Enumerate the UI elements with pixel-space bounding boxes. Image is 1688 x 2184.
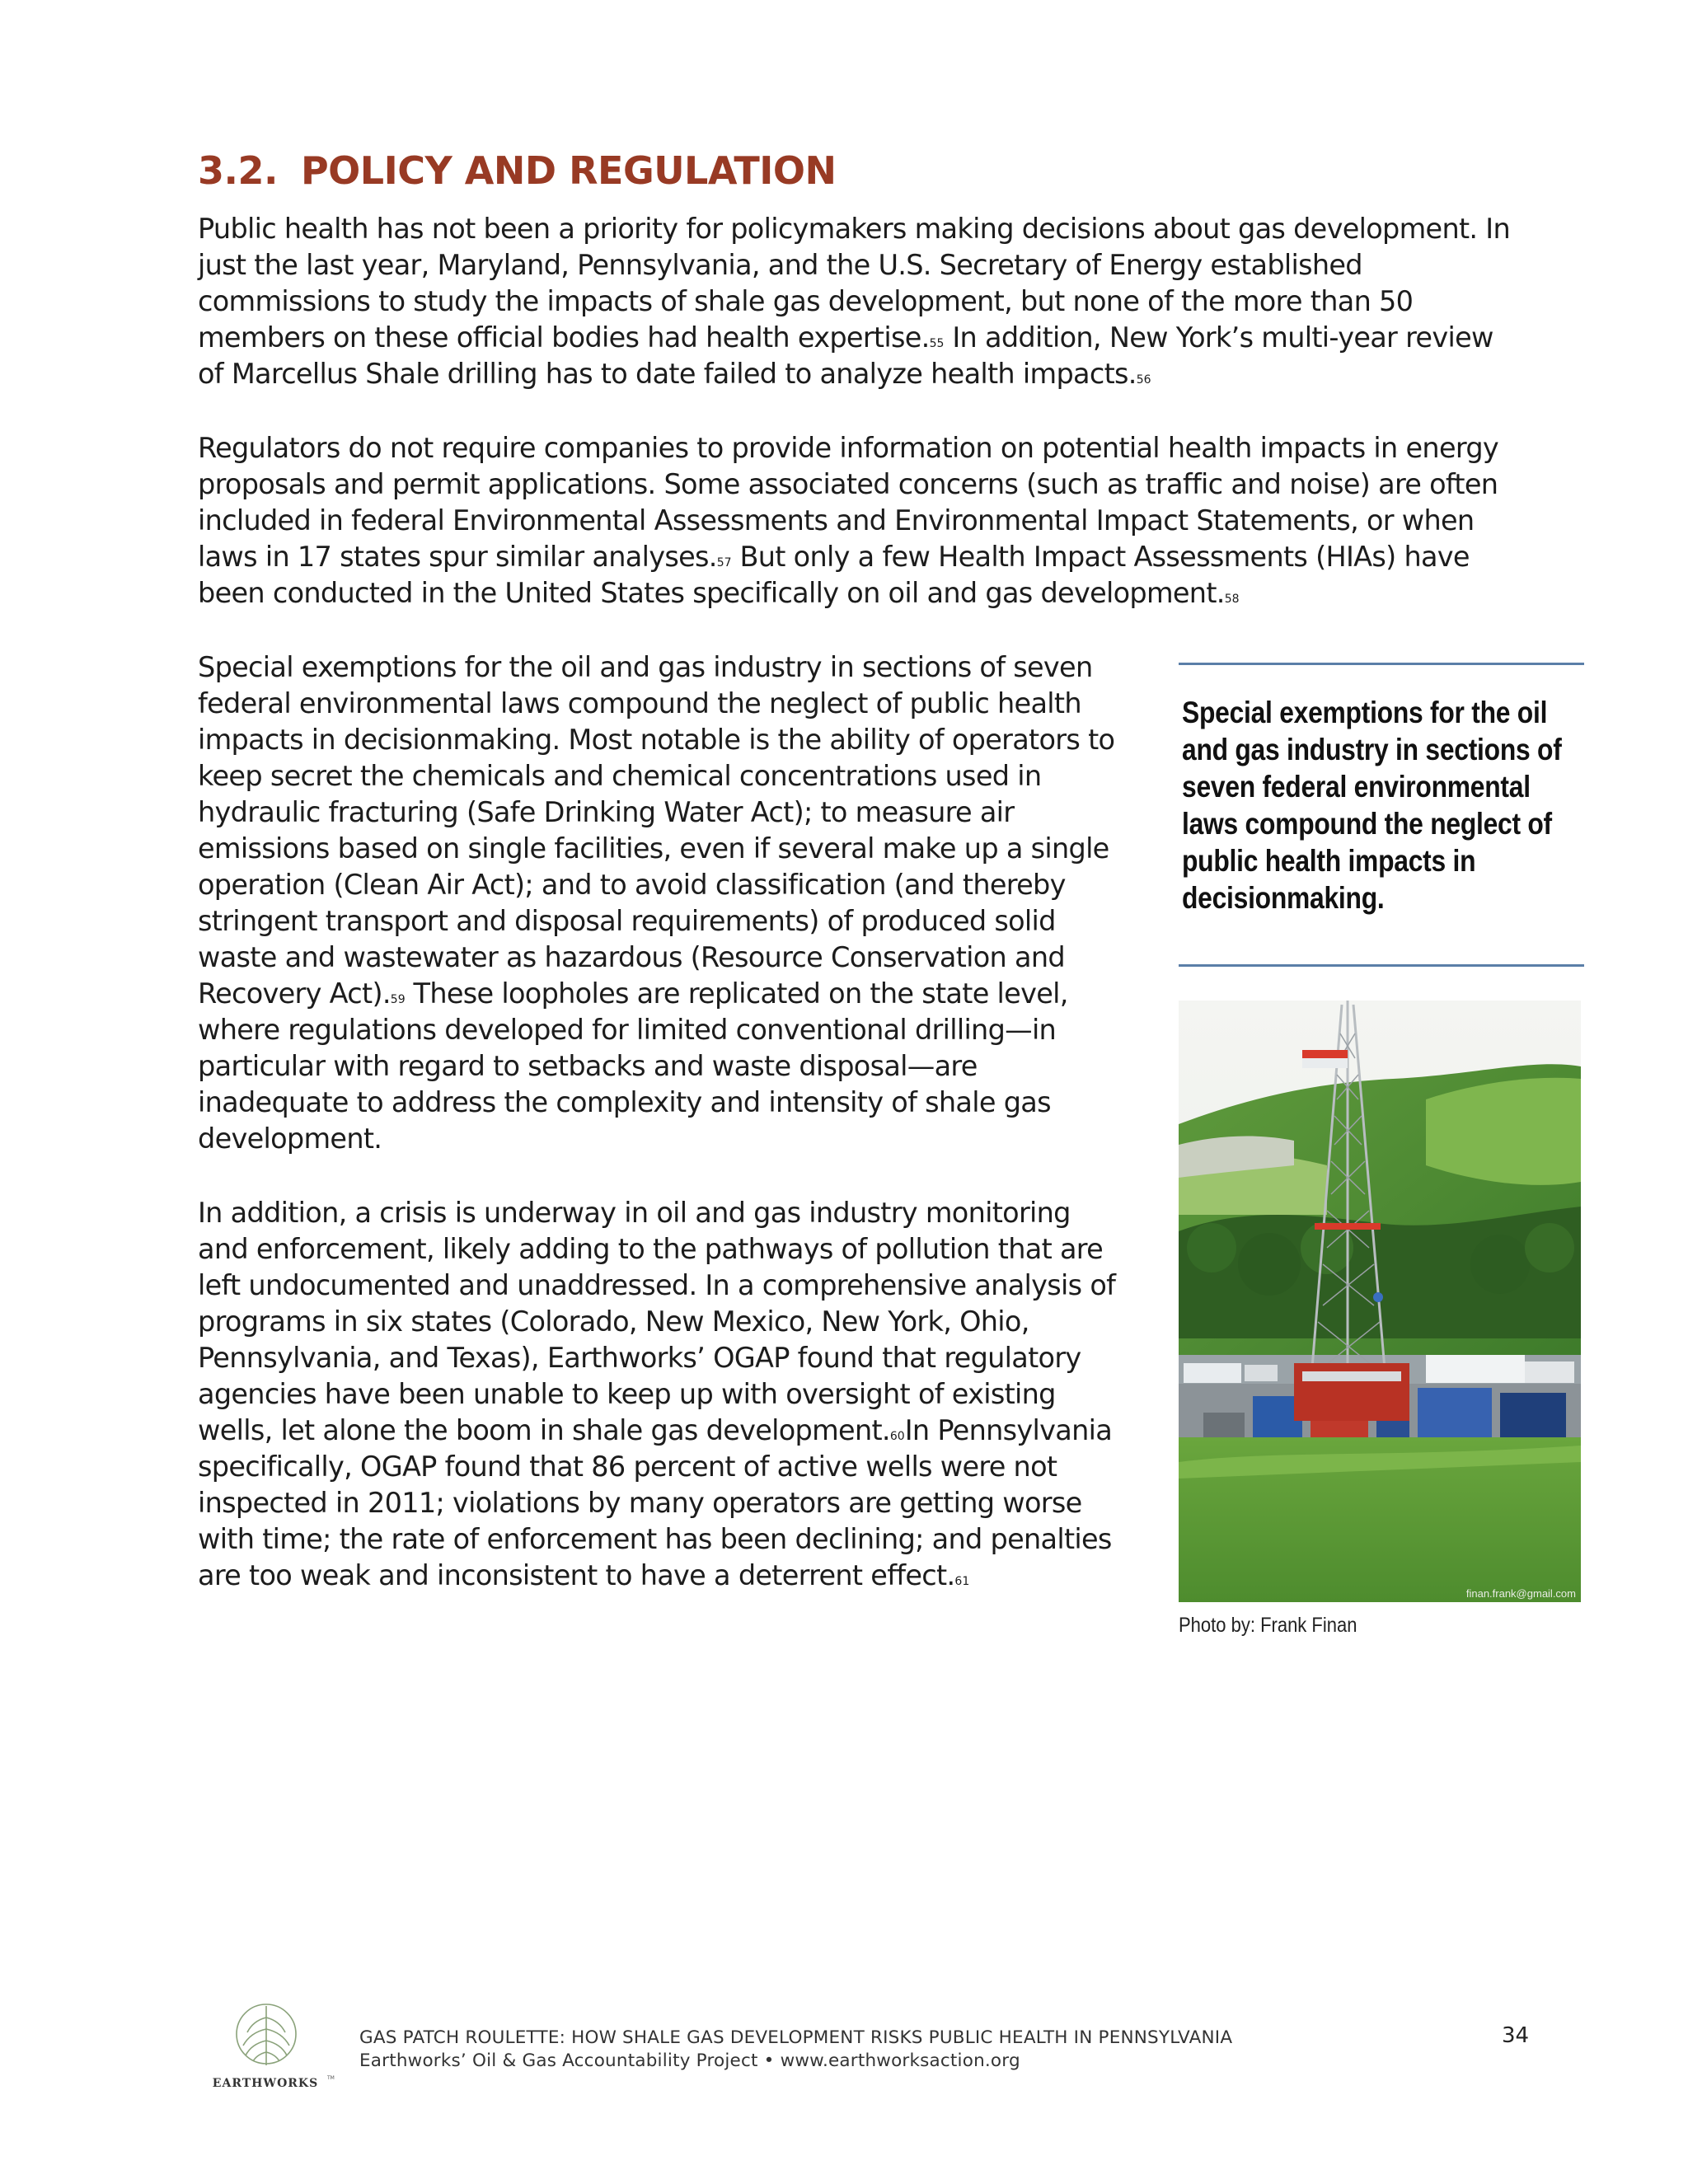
text-line (198, 575, 1498, 612)
text-line: federal environmental laws compound the neglect of public health (198, 687, 1081, 719)
text-line: keep secret the chemicals and chemical concentrations used in (198, 760, 1042, 792)
footnote-ref-60: 60 (889, 1430, 905, 1443)
drilling-rig-photo (1179, 1001, 1581, 1602)
pull-quote (1182, 694, 1562, 916)
footnote-ref-56: 56 (1136, 373, 1151, 387)
text-line: just the last year, Maryland, Pennsylvania, and the U.S. Secretary of Energy established (198, 249, 1362, 281)
pull-quote-line: Special exemptions for the oil (1182, 696, 1548, 729)
text-line: hydraulic fracturing (Safe Drinking Water Act); to measure air (198, 796, 1015, 828)
photo-credit: Photo by: Frank Finan (1179, 1614, 1357, 1637)
logo-wordmark: EARTHWORKS (212, 2077, 319, 2090)
pull-quote-line: public health impacts in (1182, 844, 1476, 878)
text-line: emissions based on single facilities, even if several make up a single (198, 832, 1109, 865)
pull-quote-bottom-rule (1179, 964, 1584, 967)
footnote-ref-55: 55 (929, 337, 945, 350)
text-fragment: Recovery Act). (198, 977, 391, 1010)
paragraph-1 (198, 211, 1510, 392)
text-line: In addition, a crisis is underway in oil and gas industry monitoring (198, 1197, 1071, 1229)
text-fragment: In Pennsylvania (904, 1414, 1113, 1446)
text-line: operation (Clean Air Act); and to avoid classification (and thereby (198, 869, 1066, 901)
section-number: 3.2. (198, 148, 278, 193)
text-line (198, 320, 1510, 356)
text-line: inadequate to address the complexity and intensity of shale gas (198, 1086, 1051, 1118)
footer-subtitle: Earthworks’ Oil & Gas Accountability Project • www.earthworksaction.org (359, 2050, 1020, 2071)
text-line (198, 539, 1498, 575)
text-fragment: These loopholes are replicated on the state level, (405, 977, 1068, 1010)
text-line: Public health has not been a priority for policymakers making decisions about gas development. In (198, 213, 1511, 245)
pull-quote-line: decisionmaking. (1182, 881, 1385, 915)
text-line: Special exemptions for the oil and gas industry in sections of seven (198, 651, 1093, 683)
pull-quote-top-rule (1179, 663, 1584, 665)
pull-quote-line: seven federal environmental (1182, 770, 1531, 804)
text-line: particular with regard to setbacks and waste disposal—are (198, 1050, 978, 1082)
text-fragment: But only a few Health Impact Assessments (HIAs) have (731, 541, 1470, 573)
paragraph-2 (198, 430, 1498, 612)
text-line: with time; the rate of enforcement has been declining; and penalties (198, 1523, 1112, 1555)
text-line: Pennsylvania, and Texas), Earthworks’ OGAP found that regulatory (198, 1342, 1081, 1374)
text-line: where regulations developed for limited conventional drilling—in (198, 1014, 1057, 1046)
text-line (198, 1413, 1115, 1449)
text-line: left undocumented and unaddressed. In a comprehensive analysis of (198, 1269, 1116, 1301)
photo-watermark: finan.frank@gmail.com (1465, 1587, 1576, 1600)
pull-quote-line: laws compound the neglect of (1182, 807, 1552, 841)
section-title: POLICY AND REGULATION (300, 148, 837, 193)
footnote-ref-58: 58 (1224, 593, 1240, 606)
paragraph-3 (198, 649, 1114, 1157)
footer-title: GAS PATCH ROULETTE: HOW SHALE GAS DEVELOPMENT RISKS PUBLIC HEALTH IN PENNSYLVANIA (359, 2027, 1233, 2048)
text-line (198, 976, 1114, 1012)
logo-trademark: TM (327, 2075, 335, 2081)
text-line (198, 356, 1510, 392)
text-fragment: wells, let alone the boom in shale gas development. (198, 1414, 890, 1446)
text-line: proposals and permit applications. Some associated concerns (such as traffic and noise) are often (198, 468, 1498, 500)
text-fragment: In addition, New York’s multi-year review (944, 321, 1493, 354)
text-line: development. (198, 1122, 382, 1155)
text-line: and enforcement, likely adding to the pathways of pollution that are (198, 1233, 1104, 1265)
text-line: inspected in 2011; violations by many operators are getting worse (198, 1487, 1082, 1519)
text-fragment: of Marcellus Shale drilling has to date failed to analyze health impacts. (198, 358, 1137, 390)
text-line: specifically, OGAP found that 86 percent of active wells were not (198, 1451, 1057, 1483)
earthworks-logo (196, 1999, 336, 2098)
text-line: included in federal Environmental Assessments and Environmental Impact Statements, or when (198, 504, 1475, 537)
footnote-ref-61: 61 (954, 1575, 970, 1588)
footnote-ref-59: 59 (390, 993, 406, 1006)
text-line: programs in six states (Colorado, New Mexico, New York, Ohio, (198, 1305, 1029, 1338)
text-line (198, 1558, 1115, 1594)
text-fragment: laws in 17 states spur similar analyses. (198, 541, 717, 573)
text-fragment: are too weak and inconsistent to have a deterrent effect. (198, 1559, 955, 1591)
section-heading (198, 148, 836, 193)
text-line: agencies have been unable to keep up with oversight of existing (198, 1378, 1056, 1410)
text-line: commissions to study the impacts of shale gas development, but none of the more than 50 (198, 285, 1414, 317)
text-line: stringent transport and disposal requirements) of produced solid (198, 905, 1056, 937)
text-fragment: members on these official bodies had health expertise. (198, 321, 930, 354)
paragraph-4 (198, 1195, 1115, 1594)
text-line: Regulators do not require companies to provide information on potential health impacts in energy (198, 432, 1499, 464)
footnote-ref-57: 57 (716, 556, 732, 569)
page-number: 34 (1502, 2023, 1530, 2048)
pull-quote-line: and gas industry in sections of (1182, 733, 1562, 766)
text-line: waste and wastewater as hazardous (Resource Conservation and (198, 941, 1065, 973)
text-fragment: been conducted in the United States specifically on oil and gas development. (198, 577, 1225, 609)
text-line: impacts in decisionmaking. Most notable is the ability of operators to (198, 724, 1115, 756)
